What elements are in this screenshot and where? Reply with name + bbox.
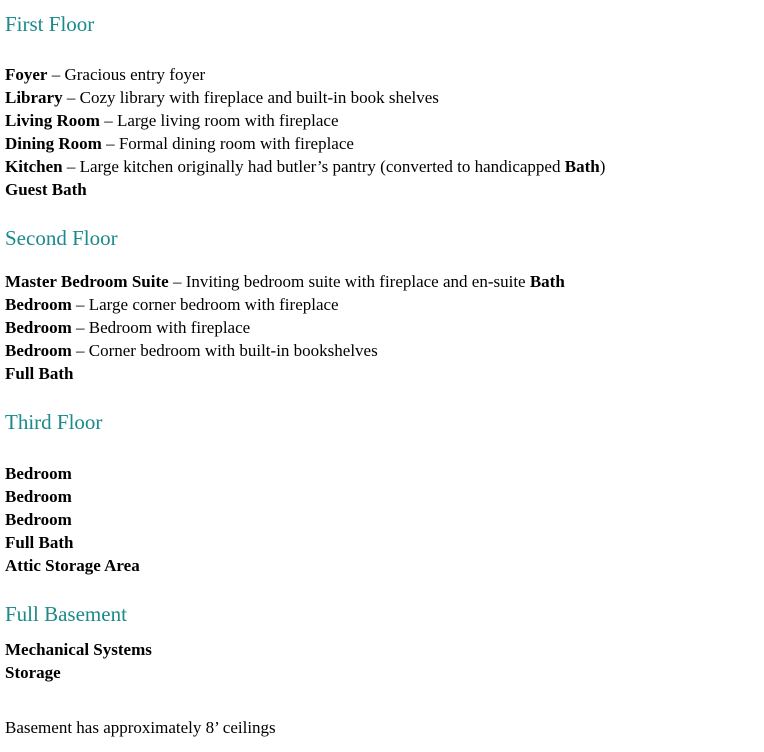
- room-name: Guest Bath: [5, 180, 87, 199]
- room-name: Bedroom: [5, 318, 72, 337]
- room-name: Bedroom: [5, 341, 72, 360]
- room-name: Kitchen: [5, 157, 63, 176]
- room-name: Bedroom: [5, 464, 72, 483]
- room-name: Bedroom: [5, 487, 72, 506]
- second-floor-heading: Second Floor: [5, 226, 118, 250]
- room-name: Library: [5, 88, 63, 107]
- room-description: Inviting bedroom suite with fireplace and en-suite: [185, 272, 530, 291]
- room-line: [5, 110, 339, 132]
- room-name: Bedroom: [5, 295, 72, 314]
- room-description: Formal dining room with fireplace: [118, 134, 354, 153]
- room-description: Large living room with fireplace: [116, 111, 339, 130]
- room-line: [5, 87, 439, 109]
- room-line: [5, 271, 565, 293]
- separator: –: [101, 134, 119, 153]
- room-line: [5, 317, 250, 339]
- room-name: Foyer: [5, 65, 48, 84]
- bath-label: Bath: [529, 272, 565, 291]
- room-name: Living Room: [5, 111, 100, 130]
- closing-paren: ): [599, 157, 606, 176]
- basement-heading: Full Basement: [5, 602, 127, 626]
- third-floor-heading: Third Floor: [5, 410, 103, 434]
- separator: –: [168, 272, 186, 291]
- room-name: Attic Storage Area: [5, 556, 140, 575]
- separator: –: [71, 295, 89, 314]
- room-line: [5, 340, 378, 362]
- room-description: Cozy library with fireplace and built-in book shelves: [79, 88, 439, 107]
- room-description: Gracious entry foyer: [64, 65, 206, 84]
- room-description: Large corner bedroom with fireplace: [88, 295, 339, 314]
- room-name: Full Bath: [5, 533, 74, 552]
- room-name: Mechanical Systems: [5, 640, 152, 659]
- separator: –: [47, 65, 65, 84]
- room-description: Bedroom with fireplace: [88, 318, 251, 337]
- separator: –: [71, 318, 89, 337]
- bath-label: Bath: [564, 157, 600, 176]
- separator: –: [62, 88, 80, 107]
- separator: –: [99, 111, 117, 130]
- room-name: Bedroom: [5, 510, 72, 529]
- room-name: Dining Room: [5, 134, 102, 153]
- separator: –: [71, 341, 89, 360]
- room-line: [5, 294, 339, 316]
- room-description: Large kitchen originally had butler’s pantry (converted to handicapped: [79, 157, 565, 176]
- room-name: Full Bath: [5, 364, 74, 383]
- room-line: [5, 64, 205, 86]
- basement-note: Basement has approximately 8’ ceilings: [5, 718, 276, 737]
- room-line: [5, 156, 605, 178]
- room-line: [5, 133, 354, 155]
- room-line: [5, 363, 74, 385]
- room-name: Master Bedroom Suite: [5, 272, 169, 291]
- separator: –: [62, 157, 80, 176]
- room-name: Storage: [5, 663, 61, 682]
- room-description: Corner bedroom with built-in bookshelves: [88, 341, 378, 360]
- room-line: [5, 179, 87, 201]
- first-floor-heading: First Floor: [5, 12, 95, 36]
